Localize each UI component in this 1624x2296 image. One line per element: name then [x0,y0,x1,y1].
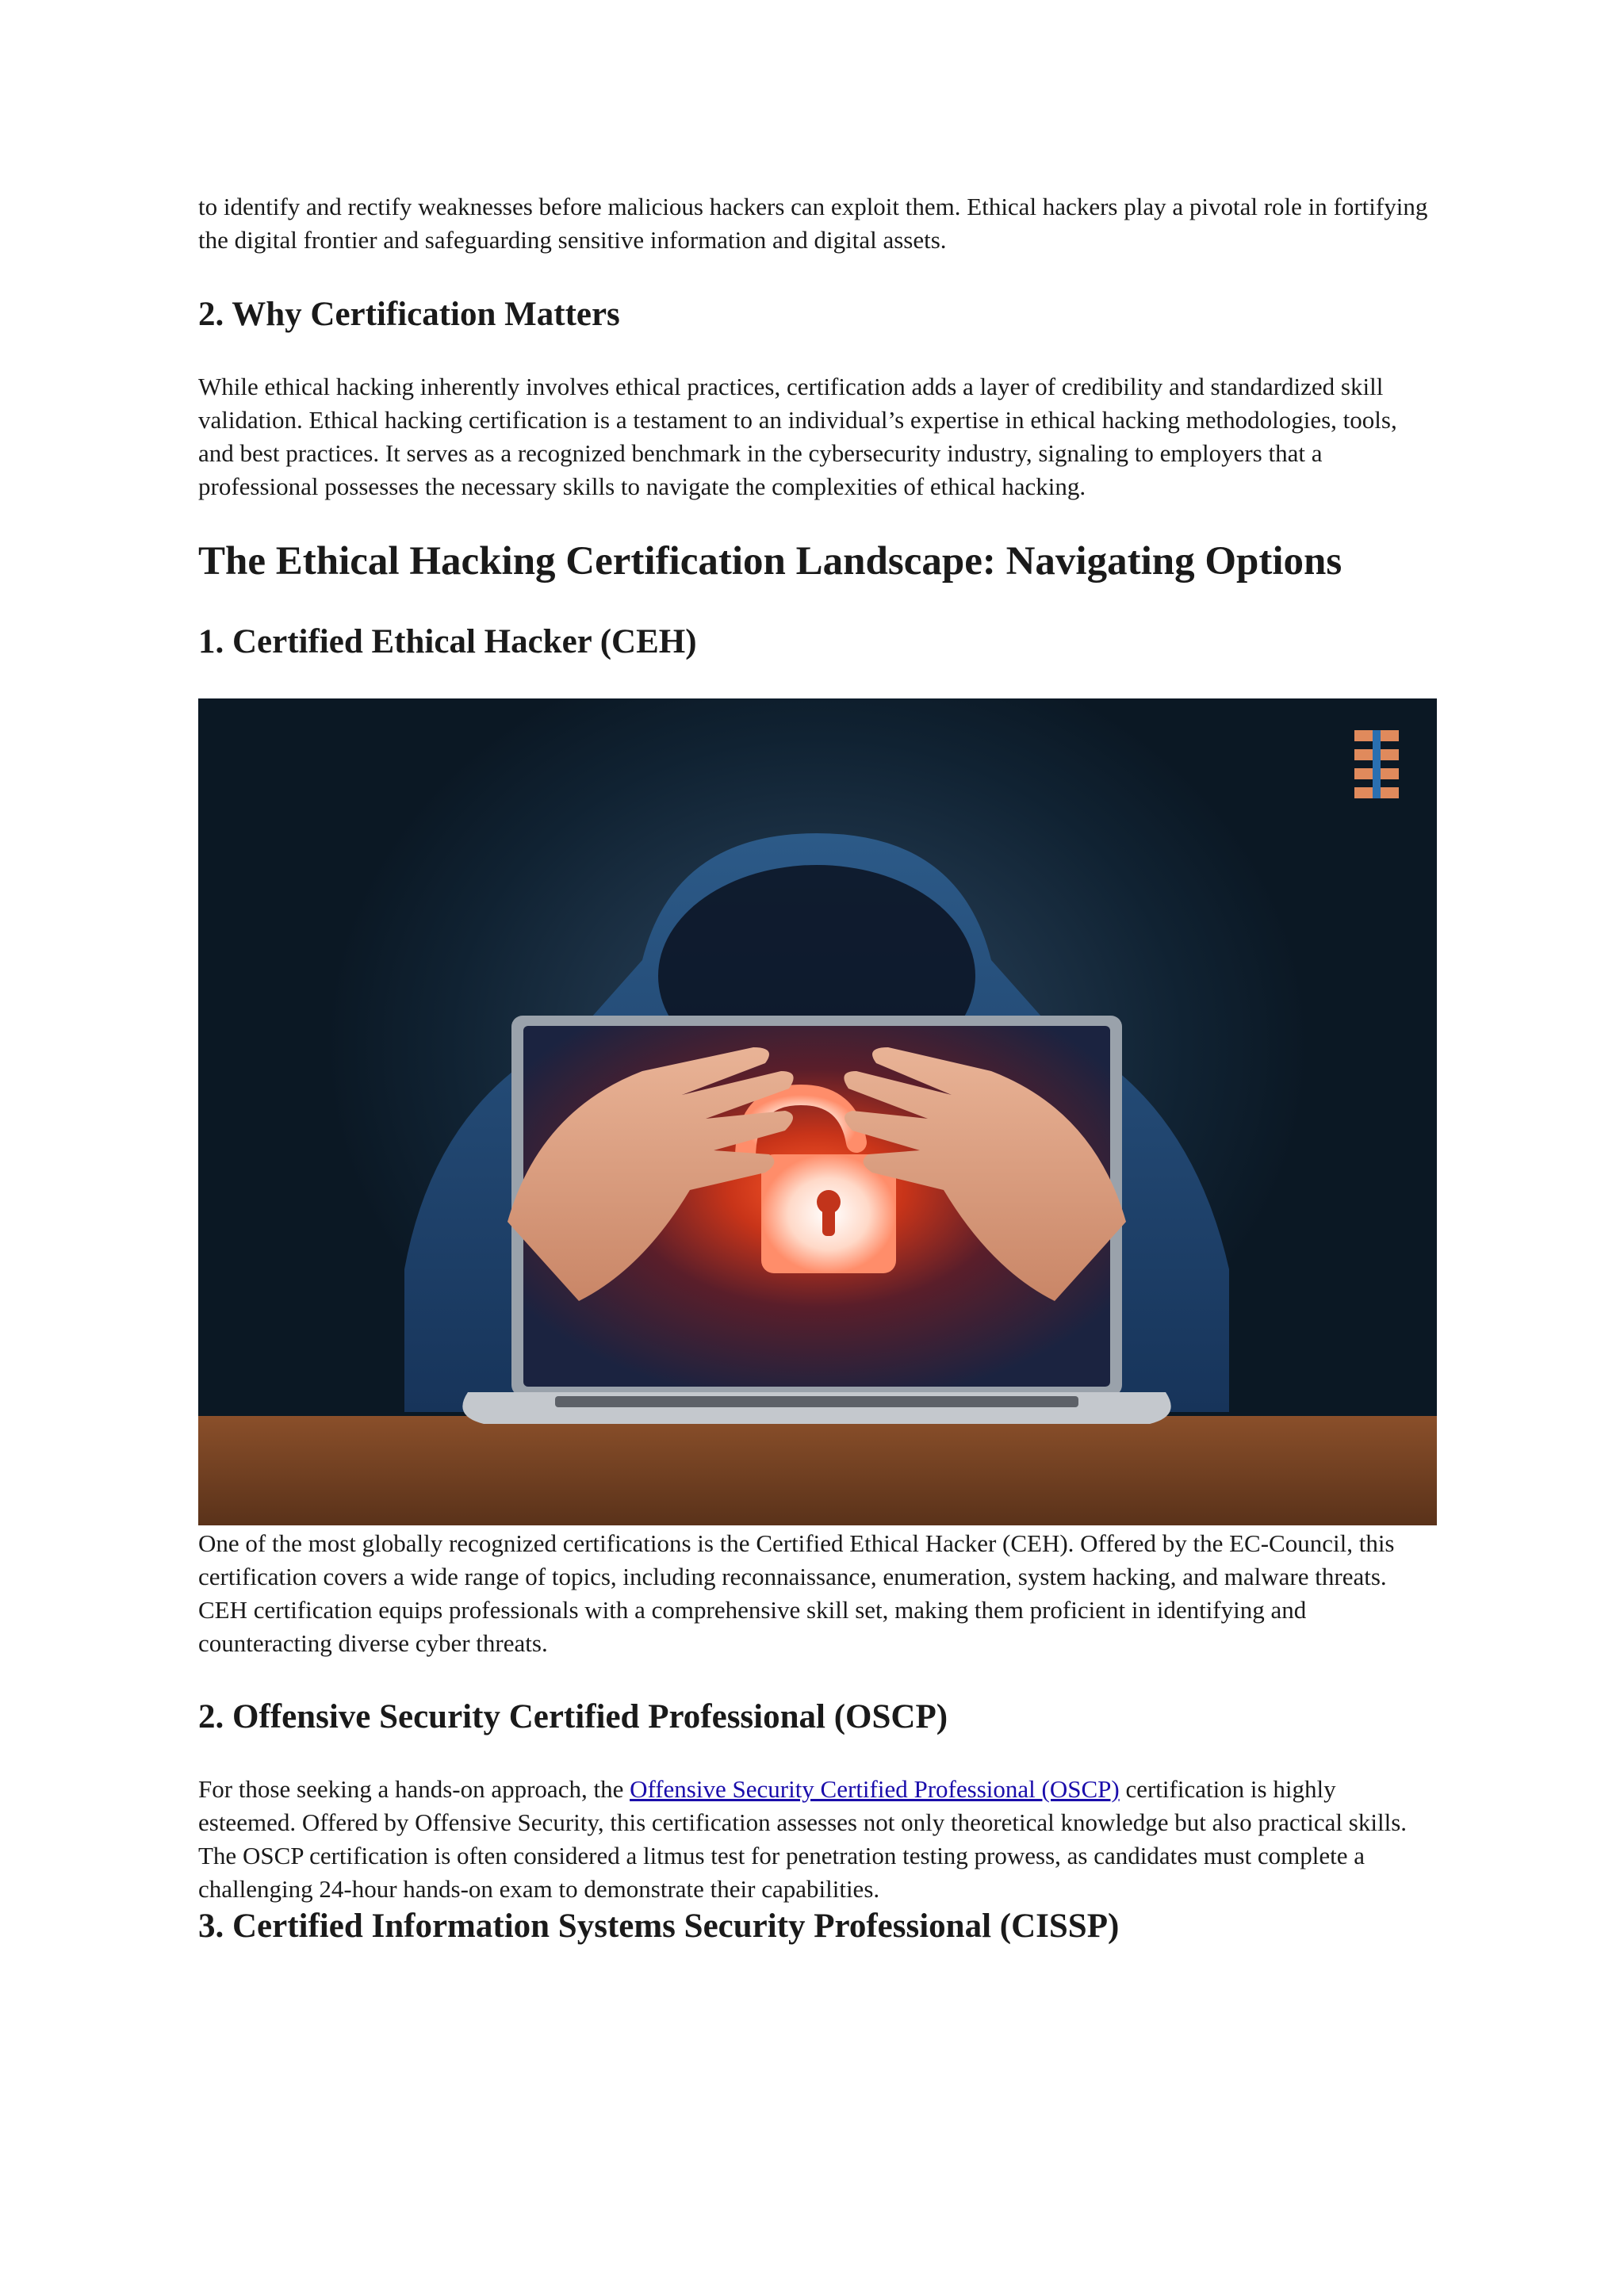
hacker-laptop-padlock-icon [198,698,1437,1525]
landscape-heading: The Ethical Hacking Certification Landscape: Navigating Options [198,539,1342,584]
brand-logo-icon [1354,730,1399,798]
why-certification-heading: 2. Why Certification Matters [198,296,620,333]
article-page [198,190,1435,1947]
why-certification-paragraph: While ethical hacking inherently involves ethical practices, certification adds a layer of credibility and standardized skill validation. Ethical hacking certification is a testament to an individual’s expertise in ethical hacking methodologies, tools, and best practices. It serves as a recognized benchmark in the cybersecurity industry, signaling to employers that a professional possesses the necessary skills to navigate the complexities of ethical hacking. [198,373,1397,500]
wooden-table [198,1416,1437,1525]
intro-paragraph: to identify and rectify weaknesses before malicious hackers can exploit them. Ethical hackers play a pivotal role in fortifying the digital frontier and safeguarding sensitive information and digital assets. [198,193,1428,254]
oscp-paragraph [198,1773,1435,1906]
oscp-text-before-link: For those seeking a hands-on approach, the [198,1775,630,1803]
ceh-heading: 1. Certified Ethical Hacker (CEH) [198,623,697,660]
oscp-text-after-link: certification is highly esteemed. Offered by Offensive Security, this certification assesses not only theoretical knowledge but also practical skills. The OSCP certification is often considered a litmus test for penetration testing prowess, as candidates must complete a challenging 24-hour hands-on exam to demonstrate their capabilities. [198,1775,1408,1903]
laptop-keyboard [555,1396,1078,1407]
ceh-paragraph: One of the most globally recognized certifications is the Certified Ethical Hacker (CEH). Offered by the EC-Council, this certification covers a wide range of topics, including reconnaissance, enumeration, system hacking, and malware threats. CEH certification equips professionals with a comprehensive skill set, making them proficient in identifying and counteracting diverse cyber threats. [198,1529,1395,1657]
cissp-heading: 3. Certified Information Systems Security Professional (CISSP) [198,1908,1120,1945]
hacker-laptop-image [198,698,1437,1525]
oscp-heading: 2. Offensive Security Certified Professional (OSCP) [198,1698,948,1735]
oscp-link[interactable]: Offensive Security Certified Professional (OSCP) [630,1775,1120,1803]
